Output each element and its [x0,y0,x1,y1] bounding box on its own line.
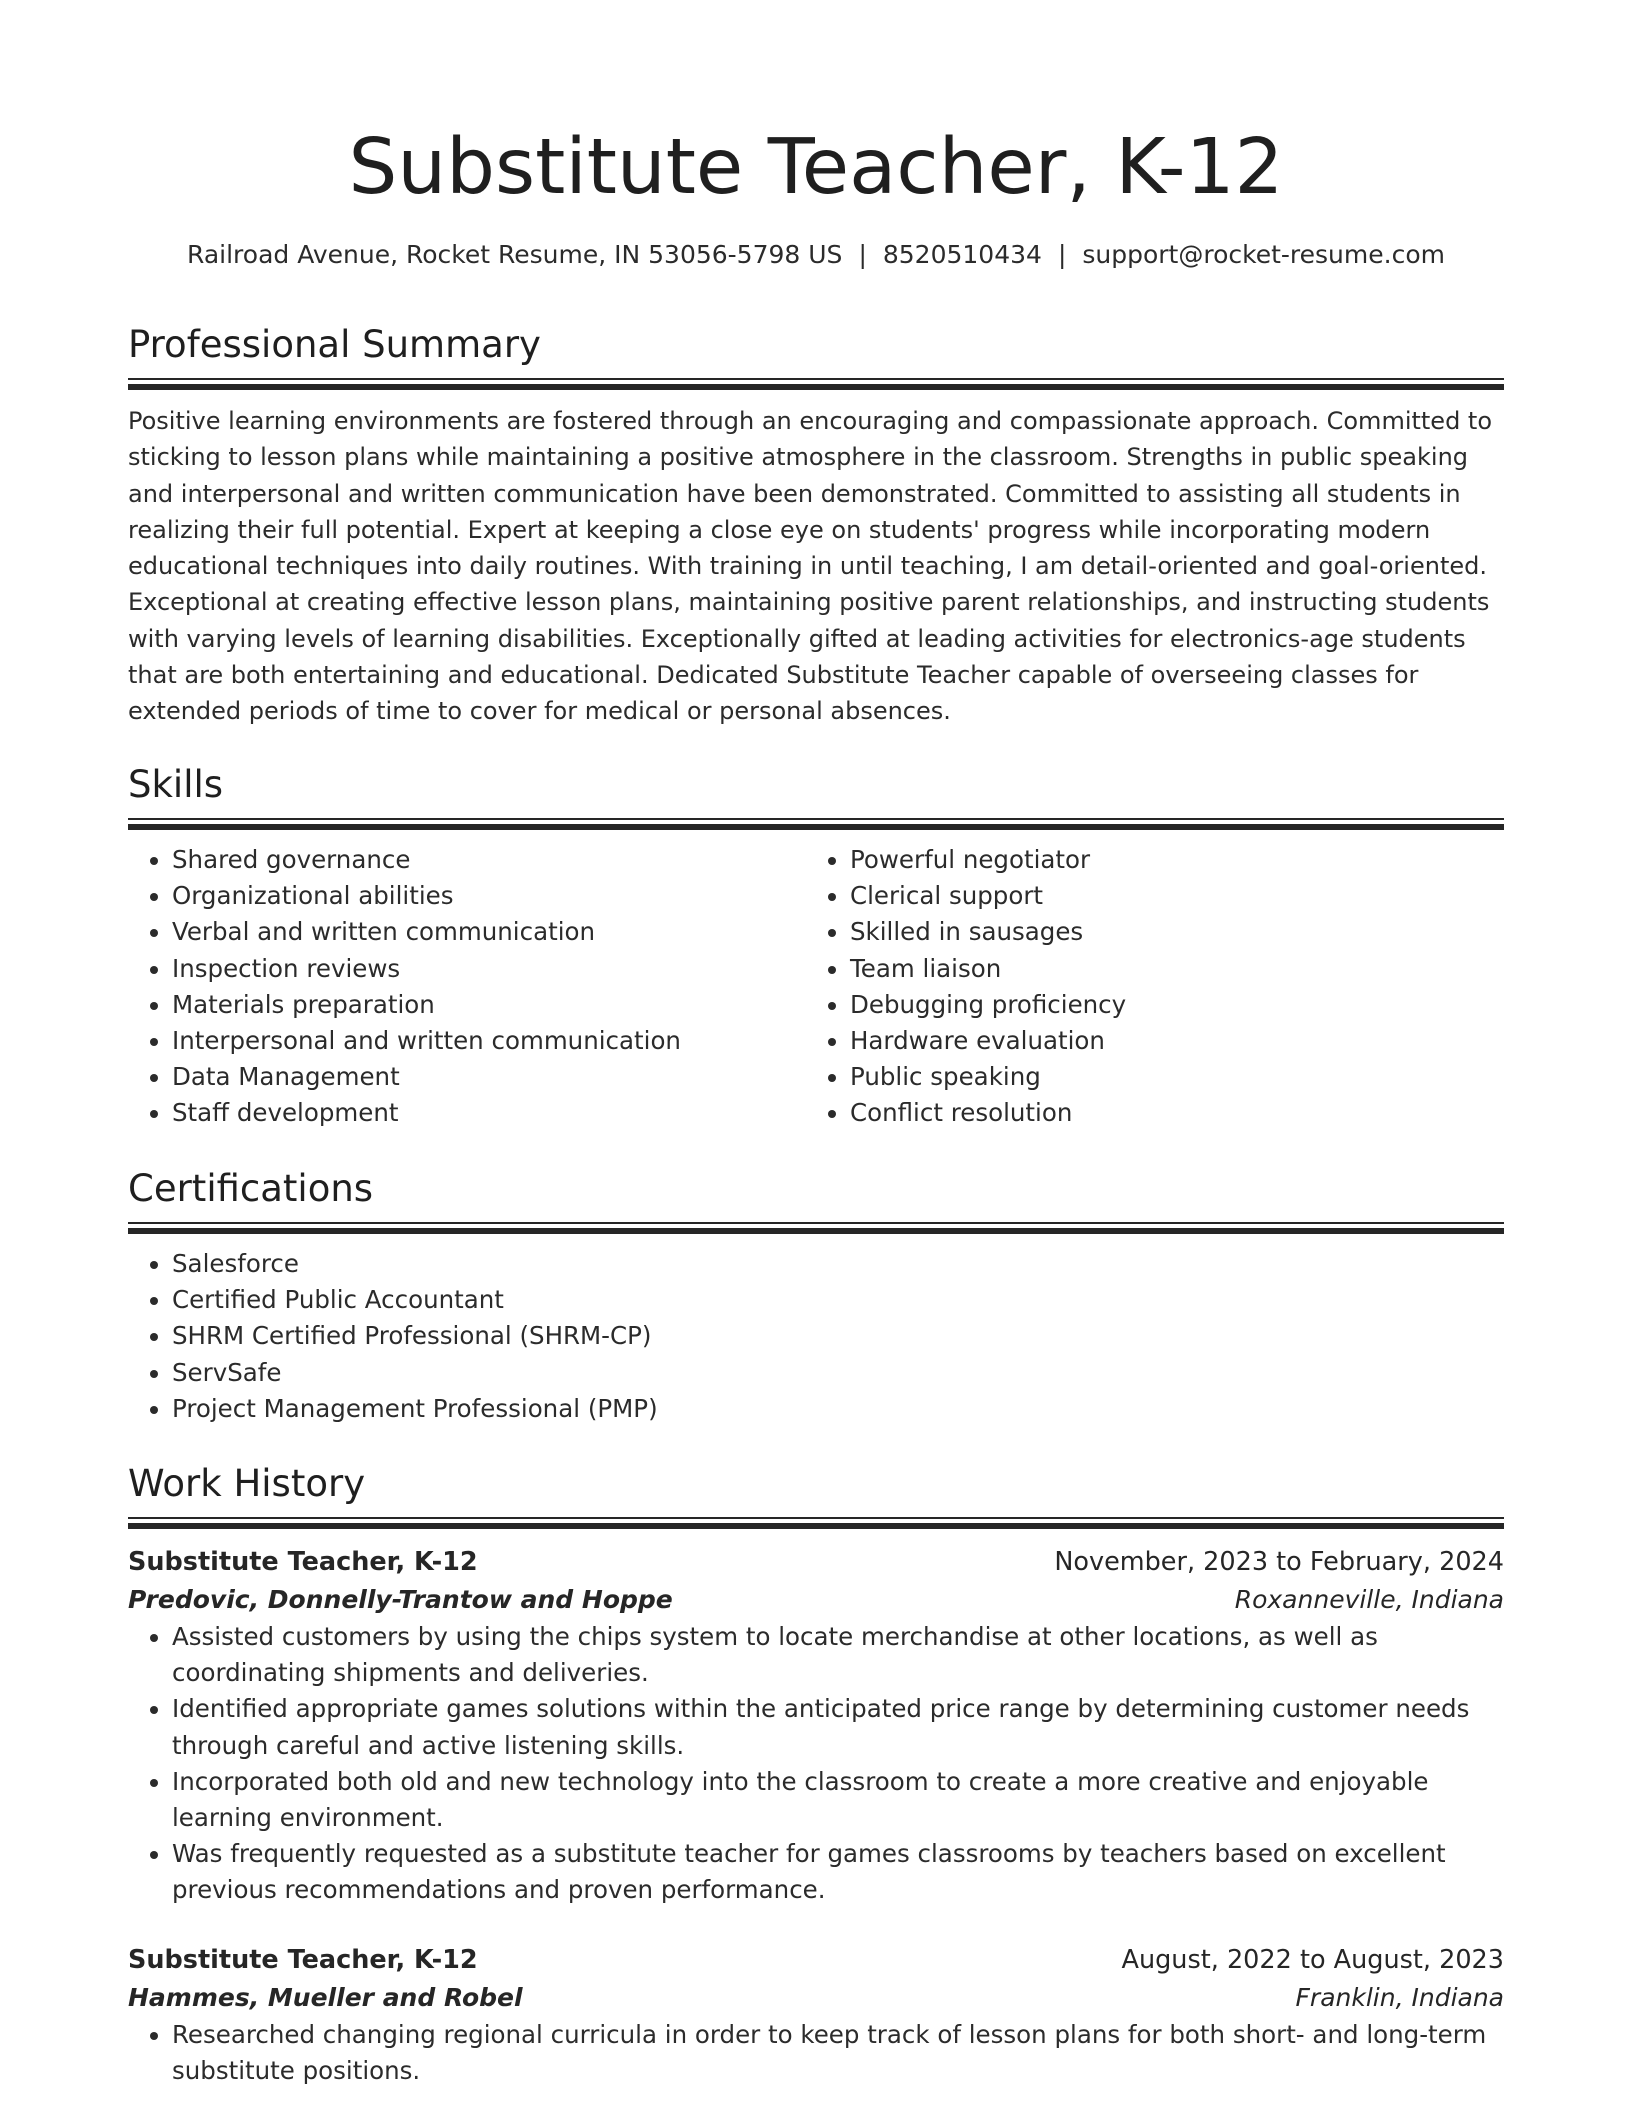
job-location: Franklin, Indiana [1295,1982,1504,2012]
list-item: • Was frequently requested as a substitute teacher for games classrooms by teachers based on excellent previous recommendations and proven performance. [172,1836,1504,1908]
section-title-work-history: Work History [128,1462,366,1505]
list-item: • Materials preparation [172,987,806,1023]
section-title-summary: Professional Summary [128,323,541,366]
job-dates: August, 2022 to August, 2023 [1121,1944,1504,1975]
job-location: Roxanneville, Indiana [1234,1585,1504,1614]
job-title: Substitute Teacher, K-12 [128,1547,478,1577]
job-company: Predovic, Donnelly-Trantow and Hoppe [128,1585,673,1614]
list-item: • Debugging proficiency [850,987,1484,1023]
job-dates: November, 2023 to February, 2024 [1054,1547,1504,1577]
list-item: • Hardware evaluation [850,1023,1484,1059]
list-item: • ServSafe [172,1355,1504,1391]
section-divider [128,818,1504,828]
contact-phone: 8520510434 [882,240,1042,269]
list-item: • Data Management [172,1059,806,1095]
list-item: • Conflict resolution [850,1095,1484,1131]
section-work-history [128,1461,1504,2089]
list-item: • Staff development [172,1095,806,1131]
skills-list-left [128,842,806,1132]
list-item: • Identified appropriate games solutions within the anticipated price range by determining customer needs through careful and active listening skills. [172,1691,1504,1763]
job-subheader [128,1581,1504,1619]
skills-column-left [128,842,806,1132]
contact-separator: | [858,240,867,269]
section-skills [128,762,1504,1132]
section-certifications [128,1166,1504,1427]
list-item: • Powerful negotiator [850,842,1484,878]
list-item: • Organizational abilities [172,878,806,914]
list-item: • Assisted customers by using the chips system to locate merchandise at other locations, as well as coordinating shipments and deliveries. [172,1619,1504,1691]
list-item: • Project Management Professional (PMP) [172,1391,1504,1427]
list-item: • Skilled in sausages [850,914,1484,950]
certifications-list [128,1246,1504,1427]
skills-columns [128,842,1504,1132]
list-item: • Incorporated both old and new technology into the classroom to create a more creative and enjoyable learning environment. [172,1764,1504,1836]
list-item: • Certified Public Accountant [172,1282,1504,1318]
job-title: Substitute Teacher, K-12 [128,1944,478,1975]
job-header [128,1543,1504,1581]
list-item: • Team liaison [850,951,1484,987]
list-item: • SHRM Certified Professional (SHRM-CP) [172,1318,1504,1354]
contact-address: Railroad Avenue, Rocket Resume, IN 53056-5798 US [187,240,843,269]
contact-separator: | [1057,240,1067,269]
job-bullets [128,1619,1504,1909]
contact-line [128,238,1504,272]
list-item: • Salesforce [172,1246,1504,1282]
section-summary [128,322,1504,730]
list-item: • Public speaking [850,1059,1484,1095]
section-divider [128,1222,1504,1232]
list-item: • Inspection reviews [172,951,806,987]
skills-column-right [806,842,1484,1132]
list-item: • Shared governance [172,842,806,878]
job-entry [128,1543,1504,1909]
list-item: • Researched changing regional curricula in order to keep track of lesson plans for both short- and long-term substitute positions. [172,2017,1504,2089]
job-subheader [128,1979,1504,2017]
job-header [128,1941,1504,1979]
job-bullets [128,2017,1504,2089]
skills-list-right [806,842,1484,1132]
contact-email: support@rocket-resume.com [1082,240,1445,269]
list-item: • Clerical support [850,878,1484,914]
job-company: Hammes, Mueller and Robel [128,1982,523,2012]
list-item: • Interpersonal and written communication [172,1023,806,1059]
section-title-skills: Skills [128,763,224,806]
section-divider [128,1517,1504,1527]
job-entry [128,1941,1504,2089]
section-title-certifications: Certifications [128,1167,374,1210]
section-divider [128,378,1504,388]
summary-text: Positive learning environments are fostered through an encouraging and compassionate approach. Committed to sticking to lesson plans while maintaining a positive atmosphere in the classroom. Strengths in public speaking and interpersonal and written communication have been demonstrated. Committed to assisting all students in realizing their full potential. Expert at keeping a close eye on students' progress while incorporating modern educational techniques into daily routines. With training in until teaching, I am detail-oriented and goal-oriented. Exceptional at creating effective lesson plans, maintaining positive parent relationships, and instructing students with varying levels of learning disabilities. Exceptionally gifted at leading activities for electronics-age students that are both entertaining and educational. Dedicated Substitute Teacher capable of overseeing classes for extended periods of time to cover for medical or personal absences. [128,407,1493,726]
resume-name: Substitute Teacher, K-12 [348,123,1284,212]
list-item: • Verbal and written communication [172,914,806,950]
